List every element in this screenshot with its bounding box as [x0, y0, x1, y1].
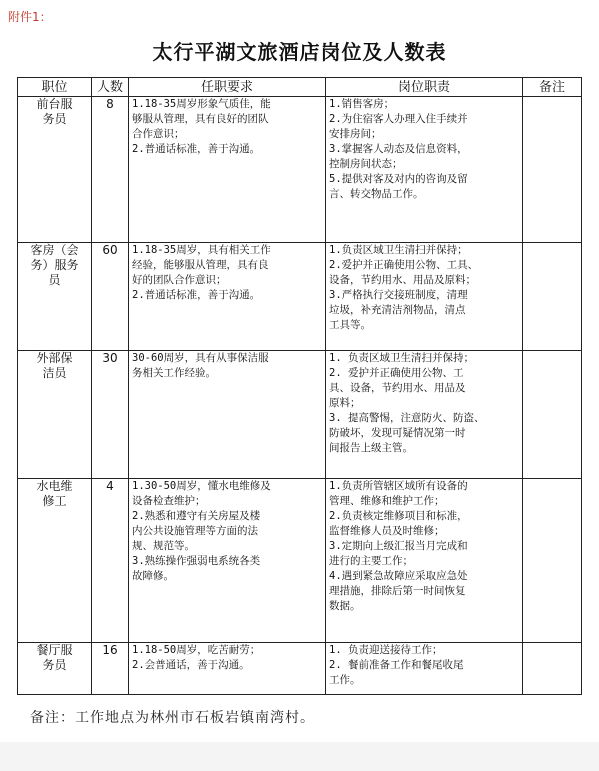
header-note: 备注: [523, 78, 582, 97]
bottom-band: [0, 742, 599, 771]
table-row: [18, 351, 582, 479]
cell-position: 餐厅服 务员: [18, 643, 92, 695]
cell-count: 16: [92, 643, 129, 695]
cell-position: 外部保 洁员: [18, 351, 92, 479]
cell-duties: 1. 负责区域卫生清扫并保持； 2. 爱护并正确使用公物、工 具、设备，节约用水、用品及 原料； 3. 提高警惕，注意防火、防盗、 防破坏，发现可疑情况第一时 间报告上级主管。: [326, 351, 523, 479]
table-row: [18, 643, 582, 695]
cell-note: [523, 97, 582, 243]
cell-requirements: 1.18-35周岁形象气质佳，能 够服从管理，具有良好的团队 合作意识； 2.普通话标准，善于沟通。: [129, 97, 326, 243]
header-position: 职位: [18, 78, 92, 97]
cell-position: 客房（会 务）服务 员: [18, 243, 92, 351]
positions-table: [17, 77, 582, 695]
footnote: 备注：工作地点为林州市石板岩镇南湾村。: [30, 710, 315, 726]
cell-duties: 1.负责所管辖区域所有设备的 管理、维修和维护工作； 2.负责核定维修项目和标准， 监督维修人员及时维修； 3.定期向上级汇报当月完成和 进行的主要工作； 4.遇到紧急故障应采取应急处 理措施，排除后第一时间恢复 数据。: [326, 479, 523, 643]
cell-count: 8: [92, 97, 129, 243]
cell-requirements: 1.30-50周岁，懂水电维修及 设备检查维护； 2.熟悉和遵守有关房屋及楼 内公共设施管理等方面的法 规、规范等。 3.熟练操作强弱电系统各类 故障修。: [129, 479, 326, 643]
table-row: [18, 479, 582, 643]
attachment-label: 附件1：: [8, 10, 52, 24]
header-duties: 岗位职责: [326, 78, 523, 97]
header-count: 人数: [92, 78, 129, 97]
cell-count: 60: [92, 243, 129, 351]
cell-position: 前台服 务员: [18, 97, 92, 243]
table-row: [18, 243, 582, 351]
cell-count: 30: [92, 351, 129, 479]
cell-note: [523, 643, 582, 695]
table-header-row: [18, 78, 582, 97]
cell-requirements: 1.18-50周岁，吃苦耐劳； 2.会普通话，善于沟通。: [129, 643, 326, 695]
header-requirements: 任职要求: [129, 78, 326, 97]
cell-requirements: 1.18-35周岁，具有相关工作 经验，能够服从管理，具有良 好的团队合作意识； 2.普通话标准，善于沟通。: [129, 243, 326, 351]
cell-duties: 1.负责区域卫生清扫并保持； 2.爱护并正确使用公物、工具、 设备，节约用水、用品及原料； 3.严格执行交接班制度，清理 垃圾，补充清洁剂物品，清点 工具等。: [326, 243, 523, 351]
cell-note: [523, 243, 582, 351]
cell-requirements: 30-60周岁，具有从事保洁服 务相关工作经验。: [129, 351, 326, 479]
table-row: [18, 97, 582, 243]
cell-note: [523, 351, 582, 479]
cell-note: [523, 479, 582, 643]
cell-position: 水电维 修工: [18, 479, 92, 643]
cell-count: 4: [92, 479, 129, 643]
cell-duties: 1. 负责迎送接待工作； 2. 餐前准备工作和餐尾收尾 工作。: [326, 643, 523, 695]
cell-duties: 1.销售客房； 2.为住宿客人办理入住手续并 安排房间； 3.掌握客人动态及信息资料， 控制房间状态； 5.提供对客及对内的咨询及留 言、转交物品工作。: [326, 97, 523, 243]
page-title: 太行平湖文旅酒店岗位及人数表: [152, 40, 447, 64]
